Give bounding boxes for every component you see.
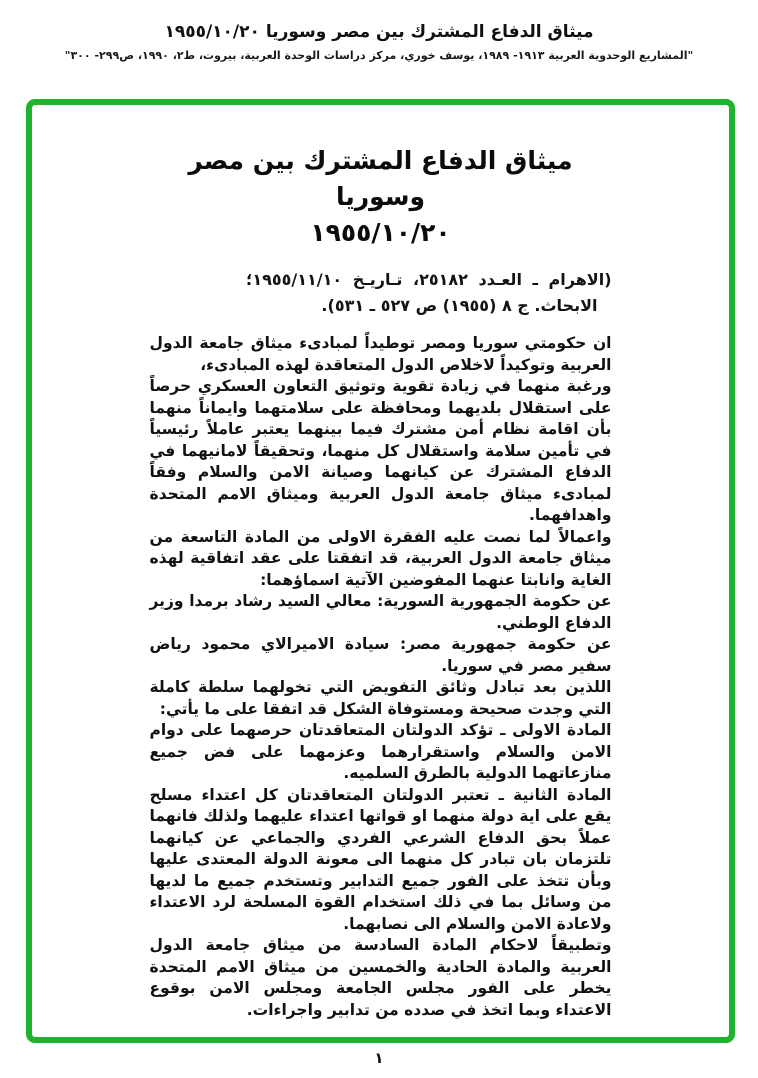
document-title-text: ميثاق الدفاع المشترك بين مصر وسوريا [188,146,573,211]
document-title-date: ١٩٥٥/١٠/٢٠ [310,218,451,247]
paragraph: عن حكومة جمهورية مصر: سيادة الاميرالاي محمود رياض سفير مصر في سوريا. [149,635,612,675]
document-body [150,333,612,1021]
document-content [150,143,612,1021]
paragraph: عن حكومة الجمهورية السورية: معالي السيد رشاد برمدا وزير الدفاع الوطني. [149,592,612,632]
page-number: ١ [374,1049,384,1067]
paragraph: واعمالاً لما نصت عليه الفقرة الاولى من المادة التاسعة من ميثاق جامعة الدول العربية، قد اتفقتا على عقد اتفاقية لهذه الغاية وانابتا عنهما المفوضين الآتية اسماؤهما: [149,527,612,589]
paragraph: المادة الاولى ـ تؤكد الدولتان المتعاقدتان حرصهما على دوام الامن والسلام واستقرارهما وعزمهما على فض جميع منازعاتهما الدولية بالطرق السلميه. [149,721,612,782]
paragraph: اللذين بعد تبادل وثائق التفويض التي تخولهما سلطة كاملة التي وجدت صحيحة ومستوفاة الشكل قد اتفقا على ما يأتي: [149,678,612,718]
document-title [150,143,612,251]
paragraph: المادة الثانية ـ تعتبر الدولتان المتعاقدتان كل اعتداء مسلح يقع على اية دولة منهما او قواتها اعتداء عليهما ولذلك فانهما عملاً بحق الدفاع الشرعي الفردي والجماعي عن كيانهما تلتزمان بان تبادر كل منهما الى معونة الدولة المعتدى عليها وبأن تتخذ على الفور جميع التدابير وتستخدم جميع ما لديها من وسائل بما في ذلك استخدام القوة المسلحة لرد الاعتداء ولاعادة الامن والسلام الى نصابهما. [149,785,612,933]
source-reference-line-1: (الاهرام ـ العـدد ٢٥١٨٢، تـاريـخ ١٩٥٥/١١/١٠؛ [245,270,612,289]
paragraph: وتطبيقاً لاحكام المادة السادسة من ميثاق جامعة الدول العربية والمادة الحادية والخمسين من ميثاق الامم المتحدة يخطر على الفور مجلس الجامعة ومجلس الامن بوقوع الاعتداء وبما اتخذ في صدده من تدابير واجراءات. [149,936,612,1019]
source-reference-line-2: الابحاث. ج ٨ (١٩٥٥) ص ٥٢٧ ـ ٥٣١). [321,296,598,315]
paragraph: ورغبة منهما في زيادة تقوية وتوثيق التعاون العسكري حرصاً على استقلال بلديهما ومحافظة على سلامتهما وايماناً منهما بأن اقامة نظام أمن مشترك فيما بينهما يعتبر عاملاً رئيسياً في تأمين سلامة واستقلال كل منهما، وتحقيقاً لامانيهما في الدفاع المشترك عن كيانهما وصيانة الامن والسلام وفقاً لمبادىء ميثاق جامعة الدول العربية وميثاق الامم المتحدة واهدافهما. [149,377,612,524]
running-header-title: ميثاق الدفاع المشترك بين مصر وسوريا ١٩٥٥/١٠/٢٠ [164,22,594,42]
article-heading: المادة الاولى [512,721,612,739]
running-header [0,22,758,62]
green-page-border [26,99,735,1043]
article-heading: المادة الثانية [513,785,612,804]
running-header-citation: "المشاريع الوحدوية العربية ١٩١٣- ١٩٨٩، يوسف خوري، مركز دراسات الوحدة العربية، بيروت، ط٢، ١٩٩٠، ص٢٩٩- ٣٠٠" [64,49,694,62]
source-reference [150,267,612,319]
paragraph: ان حكومتي سوريا ومصر توطيداً لمبادىء ميثاق جامعة الدول العربية وتوكيداً لاخلاص الدول المتعاقدة لهذه المبادىء، [149,334,612,374]
